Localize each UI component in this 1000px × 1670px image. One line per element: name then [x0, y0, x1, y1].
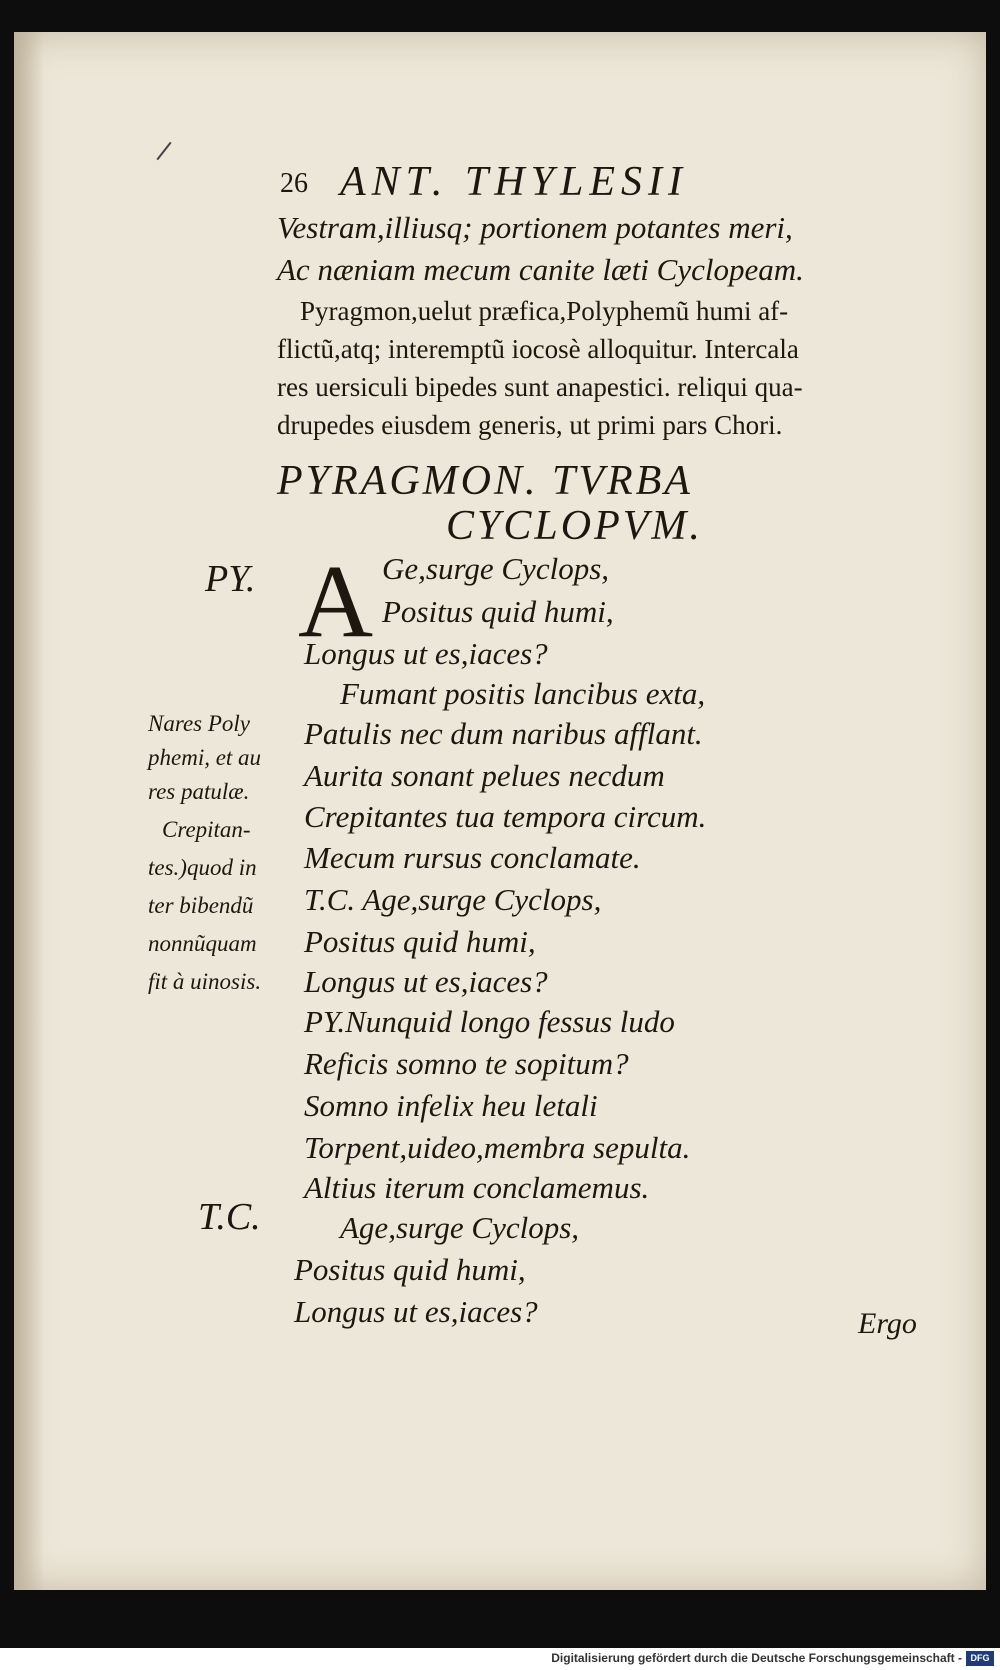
- scene-heading-line-2: CYCLOPVM.: [446, 503, 703, 549]
- poem-line: Age,surge Cyclops,: [340, 1210, 580, 1245]
- poem-line: Longus ut es,iaces?: [304, 964, 548, 999]
- sidenote-line: tes.)quod in: [148, 855, 257, 880]
- running-head: [280, 158, 930, 206]
- drop-cap: A: [298, 544, 374, 659]
- page-number: 26: [280, 168, 308, 199]
- page-gutter-shadow: [14, 32, 44, 1590]
- argument-line-1: Pyragmon,uelut præfica,Polyphemũ humi af-: [300, 296, 789, 326]
- poem-line: Torpent,uideo,membra sepulta.: [304, 1130, 691, 1165]
- digitization-footer: [0, 1648, 1000, 1670]
- poem-line: Somno infelix heu letali: [304, 1088, 598, 1123]
- poem-line: Mecum rursus conclamate.: [304, 840, 641, 875]
- opening-verse-line-1: Vestram,illiusq; portionem potantes meri,: [277, 210, 793, 245]
- footer-credit-text: Digitalisierung gefördert durch die Deutsche Forschungsgemeinschaft -: [551, 1651, 962, 1665]
- speaker-label-py: PY.: [205, 558, 256, 600]
- sidenote-line: nonnũquam: [148, 931, 257, 956]
- poem-line: Reficis somno te sopitum?: [304, 1046, 629, 1081]
- poem-line: Fumant positis lancibus exta,: [340, 676, 706, 711]
- poem-line: Positus quid humi,: [382, 594, 614, 629]
- sidenote-line: Nares Poly: [148, 711, 250, 736]
- opening-verse-line-2: Ac næniam mecum canite læti Cyclopeam.: [277, 252, 804, 287]
- speaker-label-tc: T.C.: [198, 1196, 261, 1238]
- argument-line-3: res uersiculi bipedes sunt anapestici. reliqui qua-: [277, 372, 803, 402]
- poem-line: Patulis nec dum naribus afflant.: [304, 716, 703, 751]
- catchword: Ergo: [858, 1307, 917, 1340]
- poem-line: Ge,surge Cyclops,: [382, 551, 610, 586]
- poem-line: T.C. Age,surge Cyclops,: [304, 882, 602, 917]
- poem-line: Positus quid humi,: [304, 924, 536, 959]
- sidenote-line: ter bibendũ: [148, 893, 254, 918]
- poem-line: Longus ut es,iaces?: [294, 1294, 538, 1329]
- dfg-logo: DFG: [966, 1651, 994, 1666]
- sidenote-line: res patulæ.: [148, 779, 250, 804]
- sidenote-line: Crepitan-: [162, 817, 251, 842]
- poem-line: PY.Nunquid longo fessus ludo: [304, 1004, 675, 1039]
- argument-line-4: drupedes eiusdem generis, ut primi pars Chori.: [277, 410, 783, 440]
- poem-line: Altius iterum conclamemus.: [304, 1170, 650, 1205]
- sidenote-line: fit à uinosis.: [148, 969, 262, 994]
- sidenote-line: phemi, et au: [148, 745, 262, 770]
- poem-line: Aurita sonant pelues necdum: [304, 758, 665, 793]
- poem-line: Crepitantes tua tempora circum.: [304, 799, 707, 834]
- poem-line: Longus ut es,iaces?: [304, 636, 548, 671]
- poem-line: Positus quid humi,: [294, 1252, 526, 1287]
- running-title: ANT. THYLESII: [340, 159, 688, 205]
- scene-heading-line-1: PYRAGMON. TVRBA: [277, 458, 693, 504]
- argument-line-2: flictũ,atq; interemptũ iocosè alloquitur. Intercala: [277, 334, 799, 364]
